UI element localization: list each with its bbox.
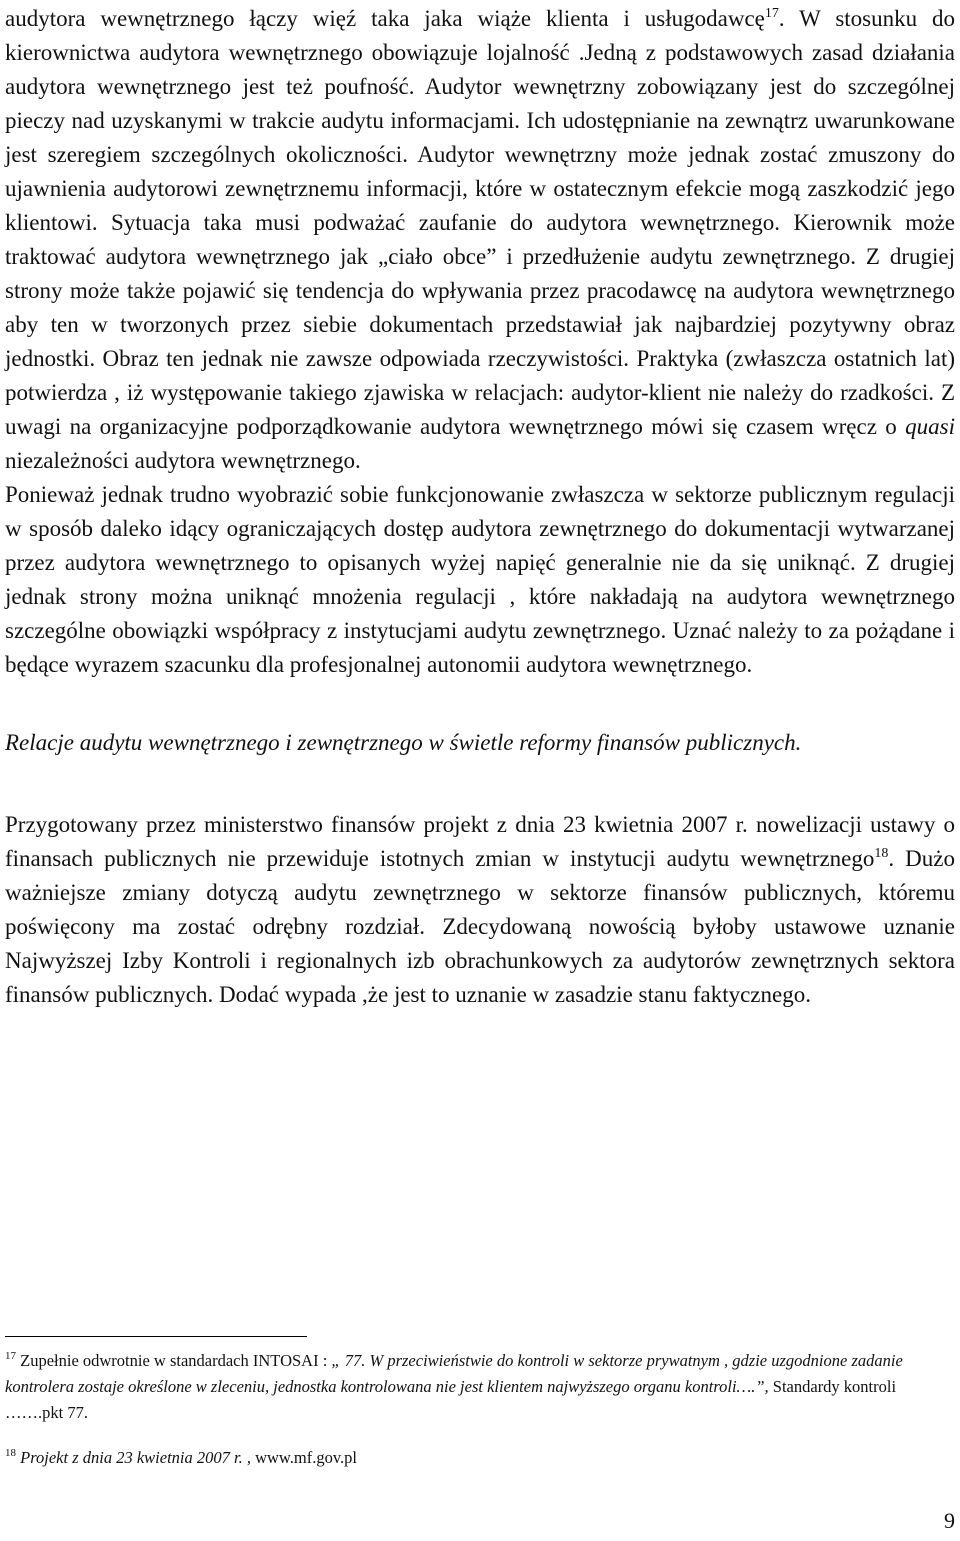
footnote-ref-18[interactable]: 18 [874, 846, 889, 861]
paragraph-3-end: . Dużo ważniejsze zmiany dotyczą audytu zewnętrznego w sektorze finansów publicznych, któremu poświęcony ma zostać odrębny rozdział. Zdecydowaną nowością byłoby ustawowe uznanie Najwyższej Izby Kontroli i regionalnych izb obrachunkowych za audytorów zewnętrznych sektora finansów publicznych. Dodać wypada ,że jest to uznanie w zasadzie stanu faktycznego. [5, 846, 955, 1007]
paragraph-1 [5, 2, 955, 478]
section-heading: Relacje audytu wewnętrznego i zewnętrznego w świetle reformy finansów publicznych. [5, 730, 802, 755]
paragraph-1-start: audytora wewnętrznego łączy więź taka jaka wiąże klienta i usługodawcę [5, 6, 765, 31]
paragraph-1-end: niezależności audytora wewnętrznego. [5, 448, 361, 473]
page-body [5, 0, 955, 1012]
footnote-18-link[interactable]: , www.mf.gov.pl [242, 1448, 357, 1467]
footnote-17 [5, 1348, 940, 1426]
footnote-17-text: Zupełnie odwrotnie w standardach INTOSAI : [16, 1351, 332, 1370]
footnote-separator [5, 1336, 307, 1337]
footnote-17-source: Standardy kontroli …….pkt 77. [5, 1377, 897, 1422]
footnote-17-quote: „ 77. W przeciwieństwie do kontroli w sektorze prywatnym , gdzie uzgodnione zadanie kontrolera zostaje określone w zleceniu, jednostka kontrolowana nie jest klientem najwyższego organu kontroli….”, [5, 1351, 903, 1396]
footnote-18 [5, 1445, 940, 1471]
footnote-17-number: 17 [5, 1350, 16, 1362]
paragraph-3 [5, 808, 955, 1012]
paragraph-1-middle: . W stosunku do kierownictwa audytora wewnętrznego obowiązuje lojalność .Jedną z podstawowych zasad działania audytora wewnętrznego jest też poufność. Audytor wewnętrzny zobowiązany jest do szczególnej pieczy nad uzyskanymi w trakcie audytu informacjami. Ich udostępnianie na zewnątrz uwarunkowane jest szeregiem szczególnych okoliczności. Audytor wewnętrzny może jednak zostać zmuszony do ujawnienia audytorowi zewnętrznemu informacji, które w ostatecznym efekcie mogą zaszkodzić jego klientowi. Sytuacja taka musi podważać zaufanie do audytora wewnętrznego. Kierownik może traktować audytora wewnętrznego jak „ciało obce” i przedłużenie audytu zewnętrznego. Z drugiej strony może także pojawić się tendencja do wpływania przez pracodawcę na audytora wewnętrznego aby ten w tworzonych przez siebie dokumentach przedstawiał jak najbardziej pozytywny obraz jednostki. Obraz ten jednak nie zawsze odpowiada rzeczywistości. Praktyka (zwłaszcza ostatnich lat) potwierdza , iż występowanie takiego zjawiska w relacjach: audytor-klient nie należy do rzadkości. Z uwagi na organizacyjne podporządkowanie audytora wewnętrznego mówi się czasem wręcz o [5, 6, 956, 439]
footnote-ref-17[interactable]: 17 [764, 6, 779, 21]
footnote-18-number: 18 [5, 1447, 16, 1459]
paragraph-3-start: Przygotowany przez ministerstwo finansów projekt z dnia 23 kwietnia 2007 r. nowelizacji ustawy o finansach publicznych nie przewiduje istotnych zmian w instytucji audytu wewnętrznego [5, 812, 955, 871]
page-number: 9 [944, 1508, 955, 1533]
footnote-18-title: Projekt z dnia 23 kwietnia 2007 r. [16, 1448, 243, 1467]
quasi-word: quasi [905, 414, 955, 439]
paragraph-2: Ponieważ jednak trudno wyobrazić sobie funkcjonowanie zwłaszcza w sektorze publicznym regulacji w sposób daleko idący ograniczających dostęp audytora zewnętrznego do dokumentacji wytwarzanej przez audytora wewnętrznego to opisanych wyżej napięć generalnie nie da się uniknąć. Z drugiej jednak strony można uniknąć mnożenia regulacji , które nakładają na audytora wewnętrznego szczególne obowiązki współpracy z instytucjami audytu zewnętrznego. Uznać należy to za pożądane i będące wyrazem szacunku dla profesjonalnej autonomii audytora wewnętrznego. [5, 482, 955, 677]
